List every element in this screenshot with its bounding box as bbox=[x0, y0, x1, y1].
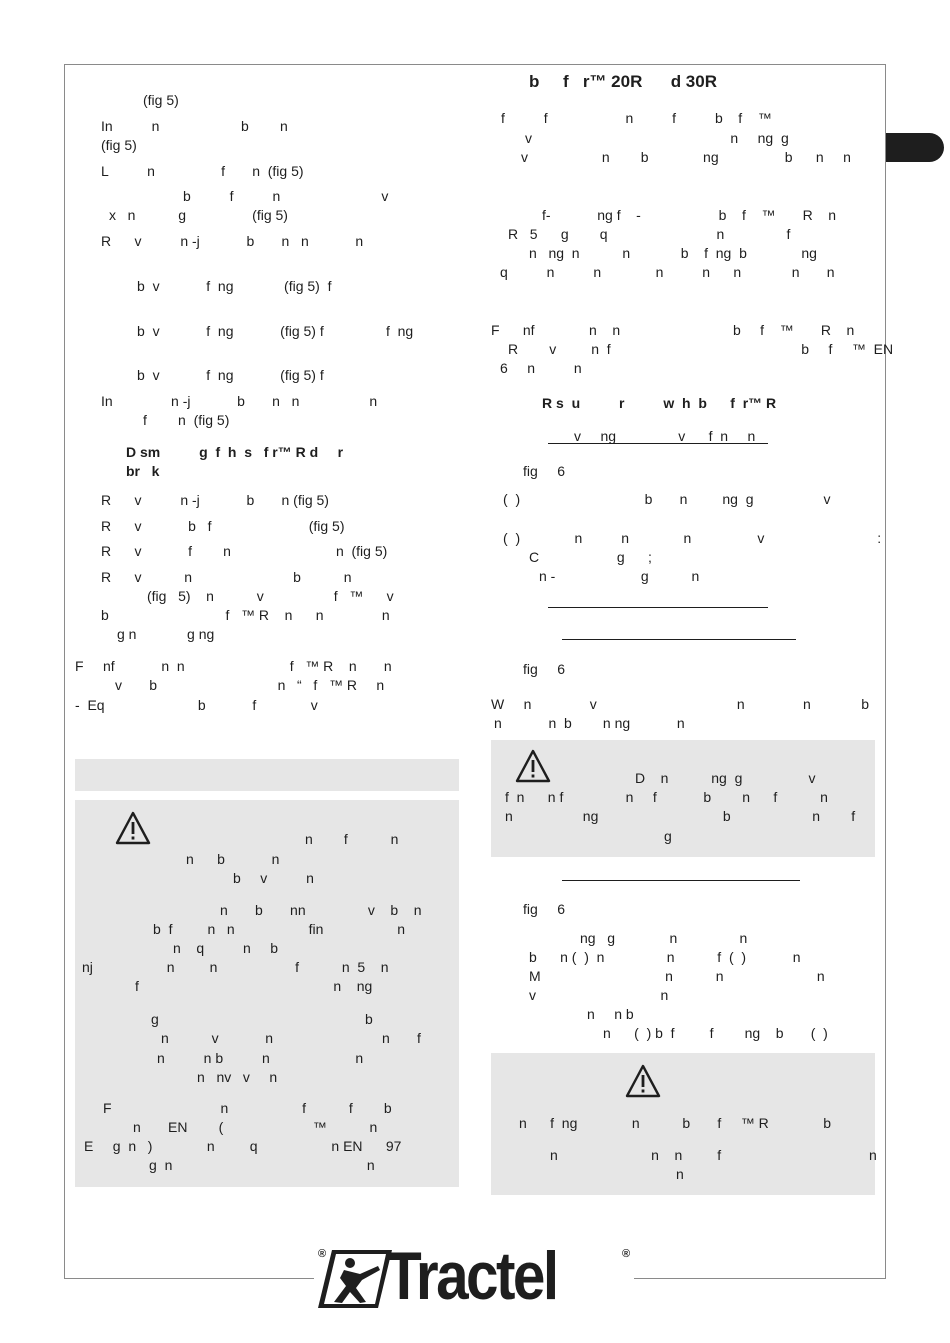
left-line: f n (fig 5) bbox=[143, 412, 230, 428]
warning-line: E g n ) n q n EN 97 bbox=[84, 1138, 402, 1154]
warning-line: n q n b bbox=[173, 940, 279, 956]
right-line: n n b bbox=[587, 1006, 634, 1022]
left-line: v b n “ f ™ R n bbox=[115, 677, 385, 693]
section-tab-marker bbox=[886, 133, 944, 162]
right-line: f f n f b f ™ bbox=[501, 110, 772, 126]
warning-line: n b nn v b n bbox=[220, 902, 422, 918]
warning-line: D n ng g v bbox=[635, 770, 816, 786]
warning-line: b v n bbox=[233, 870, 314, 886]
left-line: (fig 5) n v f ™ v bbox=[147, 588, 394, 604]
left-line: g n g ng bbox=[117, 626, 215, 642]
right-line: ( ) b n ng g v bbox=[503, 491, 831, 507]
warning-line: n EN ( ™ n bbox=[133, 1119, 378, 1135]
left-line: R v f n n (fig 5) bbox=[101, 543, 388, 559]
warning-line: n ng b n f bbox=[505, 808, 856, 824]
bottom-rule-left bbox=[64, 1278, 314, 1279]
warning-line: F n f f b bbox=[103, 1100, 392, 1116]
right-line: v n b ng b n n bbox=[521, 149, 851, 165]
figure-reference: fig 6 bbox=[523, 901, 566, 917]
warning-line: n f ng n b f ™ R b bbox=[519, 1115, 831, 1131]
warning-line: n n b n n bbox=[157, 1050, 364, 1066]
left-subheading: D sm g f h s f r™ R d r bbox=[126, 444, 344, 460]
left-line: In n -j b n n n bbox=[101, 393, 378, 409]
warning-line: n b n bbox=[186, 851, 280, 867]
tractel-logo bbox=[316, 1238, 634, 1314]
warning-triangle-icon bbox=[115, 810, 151, 846]
left-line: b f ™ R n n n bbox=[101, 607, 390, 623]
logo-figure-icon bbox=[316, 1248, 392, 1310]
warning-line: n n n f n bbox=[550, 1147, 877, 1163]
right-line: n - g n bbox=[539, 568, 700, 584]
bottom-rule-right bbox=[634, 1278, 886, 1279]
right-line: v n ng g bbox=[525, 130, 789, 146]
right-line: R 5 g q n f bbox=[508, 226, 791, 242]
left-line: In n b n bbox=[101, 118, 288, 134]
left-subheading: br k bbox=[126, 463, 160, 479]
left-line: b f n v bbox=[183, 188, 389, 204]
right-line: v n bbox=[529, 987, 669, 1003]
left-line: R v n -j b n (fig 5) bbox=[101, 492, 329, 508]
underline-rule bbox=[548, 443, 768, 444]
right-underlined-heading: v ng v f n n bbox=[574, 428, 756, 444]
right-line: 6 n n bbox=[500, 360, 582, 376]
warning-triangle-icon bbox=[625, 1063, 661, 1099]
warning-line: n v n n f bbox=[161, 1030, 421, 1046]
left-line: (fig 5) bbox=[143, 92, 179, 108]
right-line: n ( ) b f f ng b ( ) bbox=[603, 1025, 828, 1041]
right-line: q n n n n n n n bbox=[500, 264, 835, 280]
right-line: ng g n n bbox=[580, 930, 748, 946]
left-line: R v b f (fig 5) bbox=[101, 518, 345, 534]
left-line: (fig 5) bbox=[101, 137, 137, 153]
registered-mark: ® bbox=[318, 1248, 327, 1260]
left-line: - Eq b f v bbox=[75, 697, 318, 713]
left-line: R v n -j b n n n bbox=[101, 233, 364, 249]
right-line: W n v n n b bbox=[491, 696, 870, 712]
right-line: M n n n bbox=[529, 968, 825, 984]
figure-reference: fig 6 bbox=[523, 463, 566, 479]
right-line: n n b n ng n bbox=[494, 715, 685, 731]
warning-line: g bbox=[664, 828, 672, 844]
left-line: b v f ng (fig 5) f bbox=[137, 278, 332, 294]
right-subheading: R s u r w h b f r™ R bbox=[542, 395, 777, 411]
warning-line: g n n bbox=[149, 1157, 375, 1173]
warning-line: f n n f n f b n f n bbox=[505, 789, 828, 805]
right-line: ( ) n n n v : bbox=[503, 530, 882, 546]
warning-line: n f n bbox=[305, 831, 399, 847]
warning-line: f n ng bbox=[135, 978, 373, 994]
warning-line: nj n n f n 5 n bbox=[82, 959, 389, 975]
right-line: f- ng f - b f ™ R n bbox=[542, 207, 837, 223]
figure-reference: fig 6 bbox=[523, 661, 566, 677]
left-line: L n f n (fig 5) bbox=[101, 163, 304, 179]
left-line: b v f ng (fig 5) f bbox=[137, 367, 324, 383]
left-line: b v f ng (fig 5) f f ng bbox=[137, 323, 414, 339]
underline-rule bbox=[548, 607, 768, 608]
warning-line: n bbox=[676, 1166, 684, 1182]
warning-triangle-icon bbox=[515, 748, 551, 784]
warning-line: b f n n fin n bbox=[153, 921, 406, 937]
left-line: F nf n n f ™ R n n bbox=[75, 658, 392, 674]
section-title: b f r™ 20R d 30R bbox=[529, 72, 717, 91]
underline-rule bbox=[562, 880, 800, 881]
registered-mark: ® bbox=[622, 1248, 631, 1260]
grey-title-bar bbox=[75, 759, 459, 791]
left-line: R v n b n bbox=[101, 569, 352, 585]
right-line: n ng n n b f ng b ng bbox=[529, 245, 817, 261]
left-line: x n g (fig 5) bbox=[109, 207, 288, 223]
underline-rule bbox=[562, 639, 796, 640]
right-line: R v n f b f ™ EN bbox=[508, 341, 894, 357]
right-line: b n ( ) n n f ( ) n bbox=[529, 949, 801, 965]
warning-line: g b bbox=[151, 1011, 373, 1027]
right-line: F nf n n b f ™ R n bbox=[491, 322, 855, 338]
warning-line: n nv v n bbox=[197, 1069, 278, 1085]
logo-wordmark: Tractel bbox=[386, 1238, 557, 1314]
right-line: C g ; bbox=[529, 549, 652, 565]
